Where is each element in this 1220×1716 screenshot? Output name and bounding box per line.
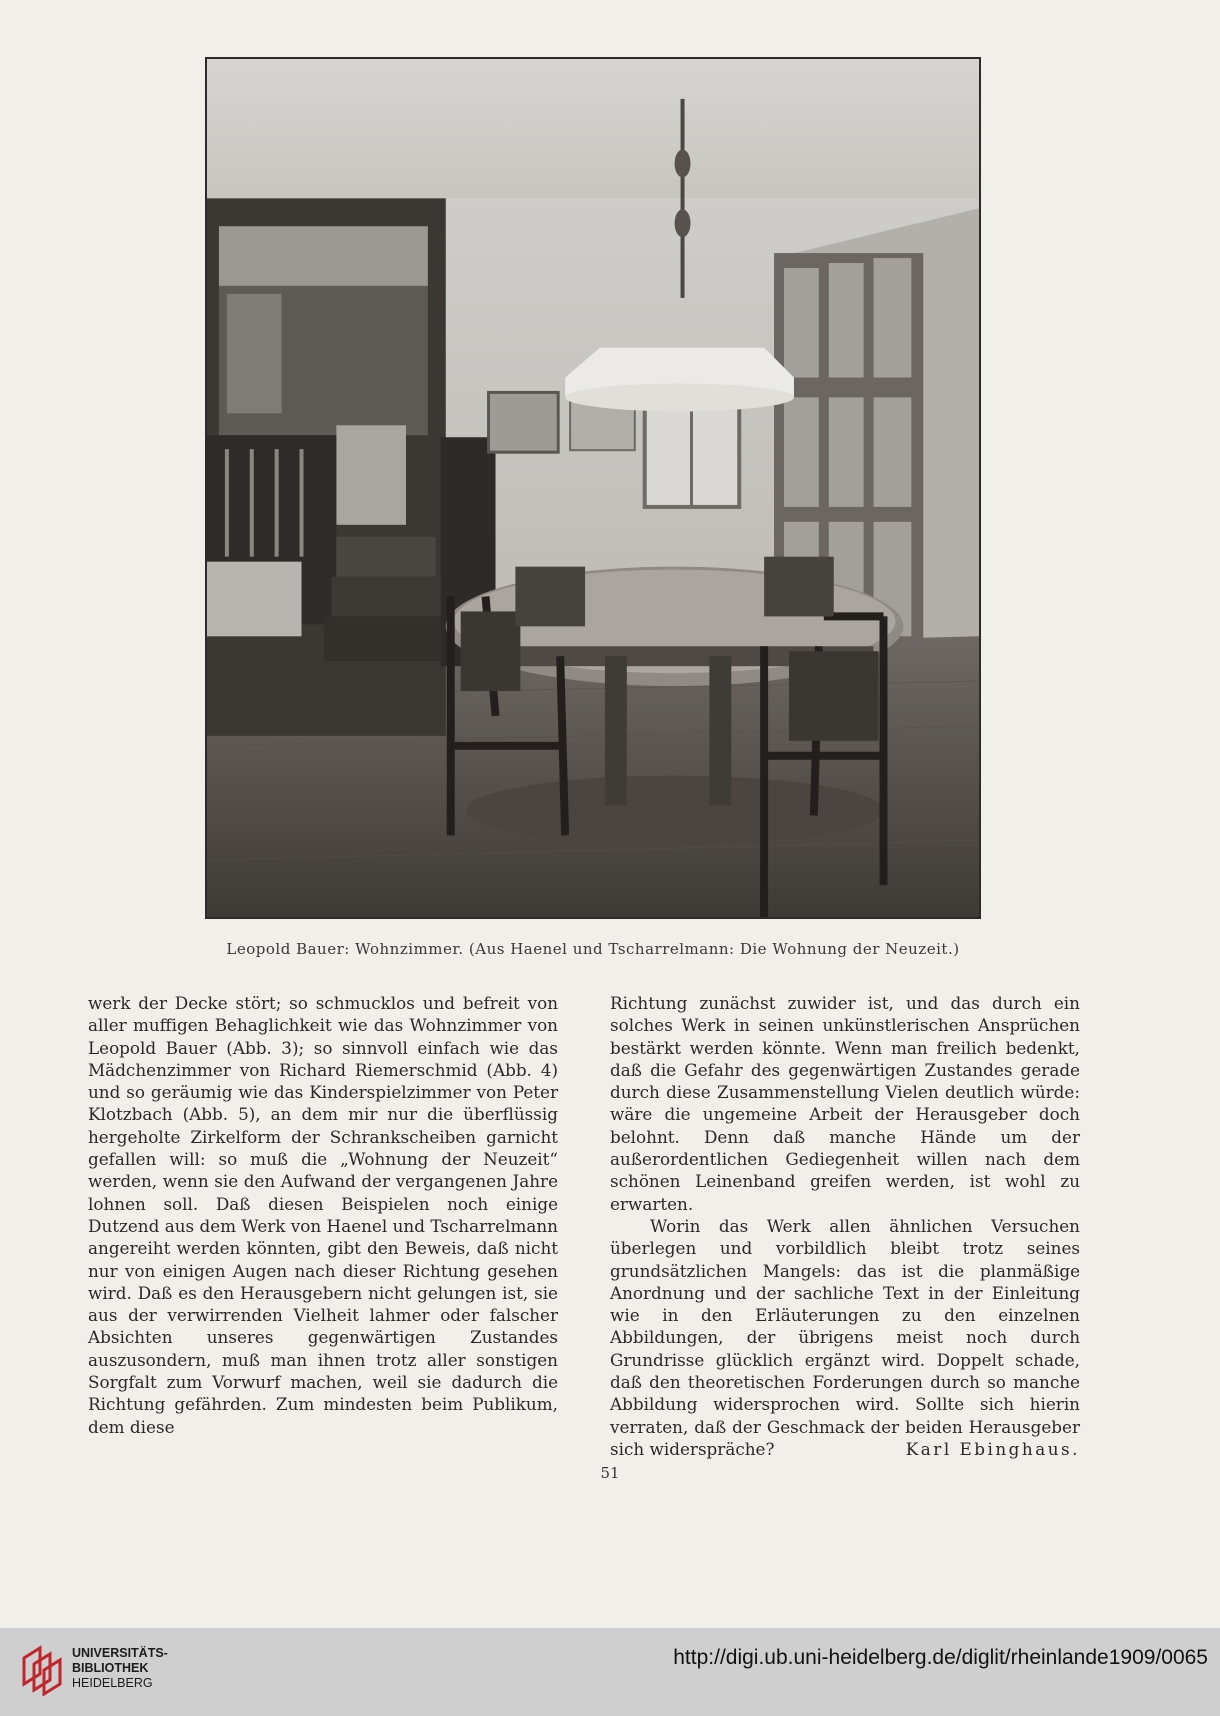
right-text-column (610, 992, 1080, 1460)
author-signature: Karl Ebinghaus. (905, 1438, 1080, 1459)
left-paragraph: werk der Decke stört; so schmucklos und befreit von aller muffigen Behaglichkeit wie das Wohnzimmer von Leopold Bauer (Abb. 3); so sinnvoll einfach wie das Mädchenzimmer von Richard Riemerschmid (Abb. 4) und so geräumig wie das Kinderspielzimmer von Peter Klotzbach (Abb. 5), an dem mir nur die überflüssig hergeholte Zirkelform der Schrankscheiben garnicht gefallen will: so muß die „Wohnung der Neuzeit“ werden, wenn sie den Aufwand der vergangenen Jahre lohnen soll. Daß diesen Beispielen noch einige Dutzend aus dem Werk von Haenel und Tscharrelmann angereiht werden könnten, gibt den Beweis, daß nicht nur von einigen Augen nach dieser Richtung gesehen wird. Daß es den Herausgebern nicht gelungen ist, sie aus der verwirrenden Vielheit lahmer oder falscher Absichten unseres gegenwärtigen Zustandes auszusondern, muß man ihnen trotz aller sonstigen Sorgfalt zum Vorwurf machen, weil sie dadurch die Richtung gefährden. Zum mindesten beim Publikum, dem diese (88, 993, 558, 1437)
right-paragraph-2-text: Worin das Werk allen ähnlichen Versuchen überlegen und vorbildlich bleibt trotz seines grundsätzlichen Mangels: das ist die planmäßige Anordnung und der sachliche Text in der Einleitung wie in den Erläuterungen zu den einzelnen Abbildungen, der übrigens meist noch durch Grundrisse glücklich ergänzt wird. Doppelt schade, daß den theoretischen Forderungen durch so manche Abbildung widersprochen wird. Sollte sich hierin verraten, daß der Geschmack der beiden Herausgeber sich widerspräche? (610, 1215, 1080, 1459)
right-paragraph-2 (610, 1215, 1080, 1460)
library-name-line-1: UNIVERSITÄTS- (72, 1646, 168, 1660)
library-name-line-3: HEIDELBERG (72, 1676, 153, 1690)
right-paragraph-1: Richtung zunächst zuwider ist, und das durch ein solches Werk in seinen unkünstlerischen Ansprüchen bestärkt werden könnte. Wenn man freilich bedenkt, daß die Gefahr des gegenwärtigen Zustandes gerade durch diese Zusammenstellung Vielen deutlich würde: wäre die ungemeine Arbeit der Herausgeber doch belohnt. Denn daß manche Hände um der außerordentlichen Gediegenheit willen nach dem schönen Leinenband greifen werden, ist wohl zu erwarten. (610, 993, 1080, 1214)
page-number: 51 (600, 1464, 620, 1482)
interior-photograph (205, 57, 981, 919)
figure-caption: Leopold Bauer: Wohnzimmer. (Aus Haenel und Tscharrelmann: Die Wohnung der Neuzeit.) (226, 940, 960, 958)
left-text-column (88, 992, 558, 1438)
library-name (72, 1646, 168, 1691)
library-logo-icon (18, 1644, 66, 1696)
library-name-line-2: BIBLIOTHEK (72, 1661, 149, 1675)
source-url-link[interactable]: http://digi.ub.uni-heidelberg.de/diglit/rheinlande1909/0065 (673, 1646, 1208, 1669)
footer-bar (0, 1628, 1220, 1716)
photo-illustration (207, 59, 979, 917)
